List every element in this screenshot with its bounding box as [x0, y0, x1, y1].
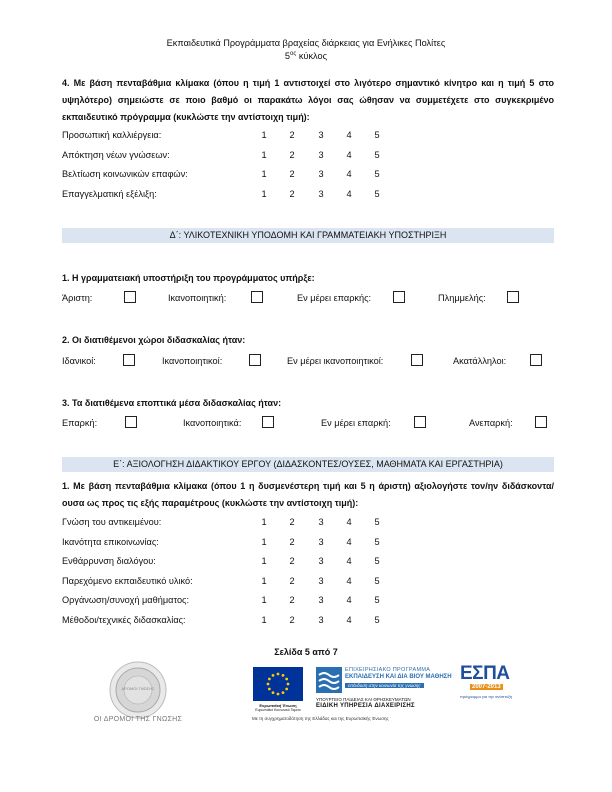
e-q1-rating-2[interactable]: 2 — [289, 575, 295, 586]
d-q2-option-label: Ικανοποιητικοί: — [162, 356, 223, 366]
op-line-1: ΕΠΙΧΕΙΡΗΣΙΑΚΟ ΠΡΟΓΡΑΜΜΑ — [345, 667, 431, 673]
e-q1-rating-2[interactable]: 2 — [289, 595, 295, 606]
document-title: Εκπαιδευτικά Προγράμματα βραχείας διάρκειας για Ενήλικες Πολίτες — [166, 38, 446, 48]
d-q3-checkbox[interactable] — [414, 416, 426, 428]
page-number: Σελίδα 5 από 7 — [274, 647, 338, 657]
q4-rating-2[interactable]: 2 — [289, 130, 295, 140]
e-q1-rating-3[interactable]: 3 — [318, 595, 324, 606]
q4-rating-4[interactable]: 4 — [346, 188, 352, 199]
d-q3-checkbox[interactable] — [535, 416, 547, 428]
q4-rating-5[interactable]: 5 — [374, 188, 380, 199]
d-q1-option-label: Άριστη: — [62, 293, 93, 303]
eu-star — [267, 683, 270, 686]
e-q1-row-label: Οργάνωση/συνοχή μαθήματος: — [62, 595, 190, 606]
q4-rating-2[interactable]: 2 — [289, 149, 295, 160]
e-q1-rating-2[interactable]: 2 — [289, 517, 295, 527]
e-q1-row-label: Γνώση του αντικειμένου: — [62, 517, 162, 527]
section-d-q3-text: 3. Τα διατιθέμενα εποπτικά μέσα διδασκαλίας ήταν: — [62, 398, 282, 408]
eu-caption: Ευρωπαϊκή Ένωση — [259, 703, 297, 708]
d-q2-option-label: Ακατάλληλοι: — [453, 356, 507, 366]
eu-star — [272, 674, 275, 677]
e-q1-row-label: Παρεχόμενο εκπαιδευτικό υλικό: — [62, 575, 193, 586]
e-q1-rating-5[interactable]: 5 — [374, 556, 380, 567]
d-q3-checkbox[interactable] — [125, 416, 137, 428]
e-q1-rating-4[interactable]: 4 — [346, 575, 352, 586]
q4-rating-4[interactable]: 4 — [346, 149, 352, 160]
eu-star — [287, 683, 290, 686]
d-q1-checkbox[interactable] — [124, 291, 136, 303]
e-q1-rating-3[interactable]: 3 — [318, 575, 324, 586]
e-q1-rating-1[interactable]: 1 — [261, 536, 267, 547]
q4-rating-3[interactable]: 3 — [318, 149, 324, 160]
eu-star — [272, 691, 275, 694]
section-e-q1-text: 1. Με βάση πενταβάθμια κλίμακα (όπου 1 η δυσμενέστερη τιμή και 5 η άριστη) αξιολογήστε τον/ην διδάσκοντα/ουσα ως προς τις εξής παραμέτρους (κυκλώστε την αντίστοιχη τιμή): — [62, 481, 554, 508]
eu-star — [277, 693, 280, 696]
cycle-word: κύκλος — [298, 51, 328, 62]
d-q1-option-label: Εν μέρει επαρκής: — [297, 293, 372, 303]
q4-rating-3[interactable]: 3 — [318, 188, 324, 199]
e-q1-rating-4[interactable]: 4 — [346, 615, 352, 625]
e-q1-rating-1[interactable]: 1 — [261, 615, 267, 625]
d-q1-checkbox[interactable] — [507, 291, 519, 303]
section-e-header: Ε΄: ΑΞΙΟΛΟΓΗΣΗ ΔΙΔΑΚΤΙΚΟΥ ΕΡΓΟΥ (ΔΙΔΑΣΚΟΝΤΕΣ/ΟΥΣΕΣ, ΜΑΘΗΜΑΤΑ ΚΑΙ ΕΡΓΑΣΤΗΡΙΑ) — [62, 457, 554, 472]
eu-star — [277, 673, 280, 676]
d-q3-option-label: Επαρκή: — [62, 418, 98, 428]
eu-star — [285, 678, 288, 681]
d-q2-option-label: Ιδανικοί: — [62, 356, 96, 366]
q4-rating-3[interactable]: 3 — [318, 169, 324, 179]
e-q1-rating-1[interactable]: 1 — [261, 595, 267, 606]
d-q1-checkbox[interactable] — [251, 291, 263, 303]
q4-rating-1[interactable]: 1 — [261, 130, 267, 140]
e-q1-rating-5[interactable]: 5 — [374, 595, 380, 606]
d-q2-checkbox[interactable] — [249, 354, 261, 366]
e-q1-rating-4[interactable]: 4 — [346, 517, 352, 527]
e-q1-rating-1[interactable]: 1 — [261, 517, 267, 527]
e-q1-rating-2[interactable]: 2 — [289, 615, 295, 625]
eu-star — [282, 691, 285, 694]
eu-star — [268, 688, 271, 691]
q4-rating-5[interactable]: 5 — [374, 149, 380, 160]
section-d-q2-text: 2. Οι διατιθέμενοι χώροι διδασκαλίας ήταν: — [62, 335, 246, 345]
d-q1-checkbox[interactable] — [393, 291, 405, 303]
q4-rating-3[interactable]: 3 — [318, 130, 324, 140]
q4-rating-4[interactable]: 4 — [346, 130, 352, 140]
d-q3-checkbox[interactable] — [262, 416, 274, 428]
op-line-5: ΕΙΔΙΚΗ ΥΠΗΡΕΣΙΑ ΔΙΑΧΕΙΡΙΣΗΣ — [316, 703, 415, 709]
q4-rating-1[interactable]: 1 — [261, 149, 267, 160]
espa-title: ΕΣΠΑ — [460, 663, 510, 684]
cycle-label — [0, 51, 612, 61]
cofund-text: Με τη συγχρηματοδότηση της Ελλάδας και της Ευρωπαϊκής Ένωσης — [252, 716, 389, 721]
q4-rating-5[interactable]: 5 — [374, 130, 380, 140]
op-line-2: ΕΚΠΑΙΔΕΥΣΗ ΚΑΙ ΔΙΑ ΒΙΟΥ ΜΑΘΗΣΗ — [345, 674, 452, 680]
q4-rating-2[interactable]: 2 — [289, 188, 295, 199]
e-q1-row-label: Ικανότητα επικοινωνίας: — [62, 536, 159, 547]
e-q1-rating-1[interactable]: 1 — [261, 575, 267, 586]
e-q1-rating-5[interactable]: 5 — [374, 615, 380, 625]
e-q1-rating-3[interactable]: 3 — [318, 536, 324, 547]
section-d-q1-text: 1. Η γραμματειακή υποστήριξη του προγράμματος υπήρξε: — [62, 273, 315, 283]
eu-flag — [253, 667, 303, 701]
e-q1-rating-3[interactable]: 3 — [318, 517, 324, 527]
e-q1-rating-5[interactable]: 5 — [374, 575, 380, 586]
q4-row-label: Προσωπική καλλιέργεια: — [62, 130, 162, 140]
d-q2-option-label: Εν μέρει ικανοποιητικοί: — [287, 356, 384, 366]
e-q1-rating-3[interactable]: 3 — [318, 556, 324, 567]
q4-row-label: Απόκτηση νέων γνώσεων: — [62, 149, 170, 160]
op-logo-icon — [316, 667, 342, 693]
e-q1-rating-2[interactable]: 2 — [289, 556, 295, 567]
q4-row-label: Βελτίωση κοινωνικών επαφών: — [62, 169, 188, 179]
eu-star — [285, 688, 288, 691]
espa-years: 2007-2013 — [472, 684, 501, 690]
q4-rating-5[interactable]: 5 — [374, 169, 380, 179]
q4-rating-1[interactable]: 1 — [261, 169, 267, 179]
eu-star — [282, 674, 285, 677]
espa-sub: πρόγραμμα για την ανάπτυξη — [460, 694, 513, 699]
section-d-header: Δ΄: ΥΛΙΚΟΤΕΧΝΙΚΗ ΥΠΟΔΟΜΗ ΚΑΙ ΓΡΑΜΜΑΤΕΙΑΚΗ ΥΠΟΣΤΗΡΙΞΗ — [62, 228, 554, 243]
question-4-text: 4. Με βάση πενταβάθμια κλίμακα (όπου η τιμή 1 αντιστοιχεί στο λιγότερο σημαντικό κίνητρο και η τιμή 5 στο υψηλότερο) σημειώστε σε ποιο βαθμό οι παρακάτω λόγοι σας ώθησαν να συμμετέχετε στο συγκεκριμένο εκπαιδευτικό πρόγραμμα (κυκλώστε την αντίστοιχη τιμή): — [62, 78, 554, 122]
logo-caption: ΟΙ ΔΡΟΜΟΙ ΤΗΣ ΓΝΩΣΗΣ — [93, 716, 183, 723]
e-q1-rating-5[interactable]: 5 — [374, 536, 380, 547]
eu-star — [268, 678, 271, 681]
e-q1-rating-4[interactable]: 4 — [346, 556, 352, 567]
op-line-3: επένδυση στην κοινωνία της γνώσης — [345, 683, 424, 688]
e-q1-row-label: Μέθοδοι/τεχνικές διδασκαλίας: — [62, 615, 186, 625]
op-line-4: ΥΠΟΥΡΓΕΙΟ ΠΑΙΔΕΙΑΣ ΚΑΙ ΘΡΗΣΚΕΥΜΑΤΩΝ — [316, 697, 411, 702]
e-q1-rating-2[interactable]: 2 — [289, 536, 295, 547]
d-q3-option-label: Ανεπαρκή: — [469, 418, 513, 428]
cycle-number: 5 — [284, 51, 291, 62]
e-q1-rating-3[interactable]: 3 — [318, 615, 324, 625]
cycle-sup: ος — [290, 51, 297, 57]
d-q1-option-label: Ικανοποιητική: — [168, 293, 227, 303]
e-q1-rating-5[interactable]: 5 — [374, 517, 380, 527]
eu-subcaption: Ευρωπαϊκό Κοινωνικό Ταμείο — [255, 708, 301, 712]
e-q1-rating-1[interactable]: 1 — [261, 556, 267, 567]
q4-rating-2[interactable]: 2 — [289, 169, 295, 179]
q4-rating-1[interactable]: 1 — [261, 188, 267, 199]
d-q1-option-label: Πλημμελής: — [438, 293, 486, 303]
e-q1-row-label: Ενθάρρυνση διαλόγου: — [62, 556, 156, 567]
d-q2-checkbox[interactable] — [411, 354, 423, 366]
q4-row-label: Επαγγελματική εξέλιξη: — [62, 188, 157, 199]
seal-text: ΔΡΟΜΟΙ ΓΝΩΣΗΣ — [121, 686, 155, 691]
q4-rating-4[interactable]: 4 — [346, 169, 352, 179]
d-q2-checkbox[interactable] — [123, 354, 135, 366]
e-q1-rating-4[interactable]: 4 — [346, 536, 352, 547]
e-q1-rating-4[interactable]: 4 — [346, 595, 352, 606]
d-q2-checkbox[interactable] — [530, 354, 542, 366]
d-q3-option-label: Εν μέρει επαρκή: — [321, 418, 391, 428]
d-q3-option-label: Ικανοποιητικά: — [183, 418, 242, 428]
